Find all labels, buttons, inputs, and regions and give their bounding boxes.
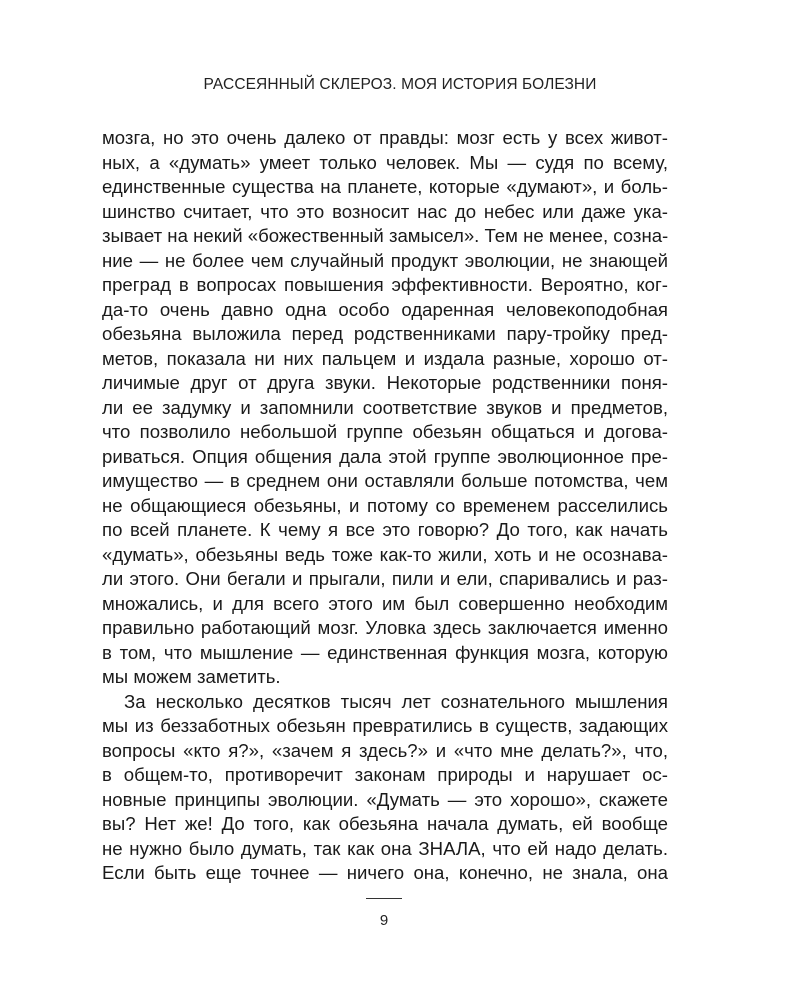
text-line: зывает на некий «божественный замысел». Тем не менее, созна- [102, 225, 669, 246]
text-line: «думать», обезьяны ведь тоже как-то жили, хоть и не осознава- [102, 543, 668, 565]
text-line: единственные существа на планете, которые «думают», и боль- [102, 176, 668, 197]
footer-divider [366, 898, 402, 899]
text-line: ли этого. Они бегали и прыгали, пили и ели, спаривались и раз- [102, 568, 668, 589]
text-line: преград в вопросах повышения эффективности. Вероятно, ког- [102, 274, 668, 295]
text-line: риваться. Опция общения дала этой группе эволюционное пре- [102, 445, 668, 467]
body-text [102, 126, 668, 886]
text-line: имущество — в среднем они оставляли больше потомства, чем [102, 470, 668, 491]
paragraph-end-line: мы можем заметить. [102, 666, 281, 687]
page-number: 9 [379, 912, 389, 929]
text-line: вопросы «кто я?», «зачем я здесь?» и «что мне делать?», что, [102, 739, 668, 761]
text-line: по всей планете. К чему я все это говорю? До того, как начать [102, 519, 668, 540]
text-line: что позволило небольшой группе обезьян общаться и догова- [102, 421, 668, 442]
text-line: правильно работающий мозг. Уловка здесь заключается именно [102, 617, 668, 638]
text-line: ние — не более чем случайный продукт эволюции, не знающей [102, 249, 668, 271]
text-line: новные принципы эволюции. «Думать — это хорошо», скажете [102, 788, 668, 810]
text-line: не общающиеся обезьяны, и потому со временем расселились [102, 494, 668, 516]
text-line: мы из беззаботных обезьян превратились в существ, задающих [102, 715, 668, 736]
text-line: обезьяна выложила перед родственниками пару-тройку пред- [102, 323, 668, 344]
text-line: мозга, но это очень далеко от правды: мозг есть у всех живот- [102, 127, 668, 148]
text-line: в том, что мышление — единственная функция мозга, которую [102, 641, 668, 663]
text-line: ных, а «думать» умеет только человек. Мы — судя по всему, [102, 151, 668, 173]
text-line: вы? Нет же! До того, как обезьяна начала думать, ей вообще [102, 813, 668, 834]
text-line: множались, и для всего этого им был совершенно необходим [102, 592, 668, 614]
text-line: в общем-то, противоречит законам природы и нарушает ос- [102, 764, 668, 785]
text-line: Если быть еще точнее — ничего она, конечно, не знала, она [102, 862, 668, 883]
text-line: не нужно было думать, так как она ЗНАЛА, что ей надо делать. [102, 837, 668, 859]
running-head-title: РАССЕЯННЫЙ СКЛЕРОЗ. МОЯ ИСТОРИЯ БОЛЕЗНИ [203, 76, 597, 93]
paragraph-start-line: За несколько десятков тысяч лет сознательного мышления [124, 690, 668, 712]
text-line: ли ее задумку и запомнили соответствие звуков и предметов, [102, 396, 668, 418]
text-line: метов, показала ни них пальцем и издала разные, хорошо от- [102, 347, 668, 369]
text-line: шинство считает, что это возносит нас до небес или даже ука- [102, 200, 668, 222]
text-line: личимые друг от друга звуки. Некоторые родственники поня- [102, 372, 668, 393]
text-line: да-то очень давно одна особо одаренная человекоподобная [102, 298, 668, 320]
